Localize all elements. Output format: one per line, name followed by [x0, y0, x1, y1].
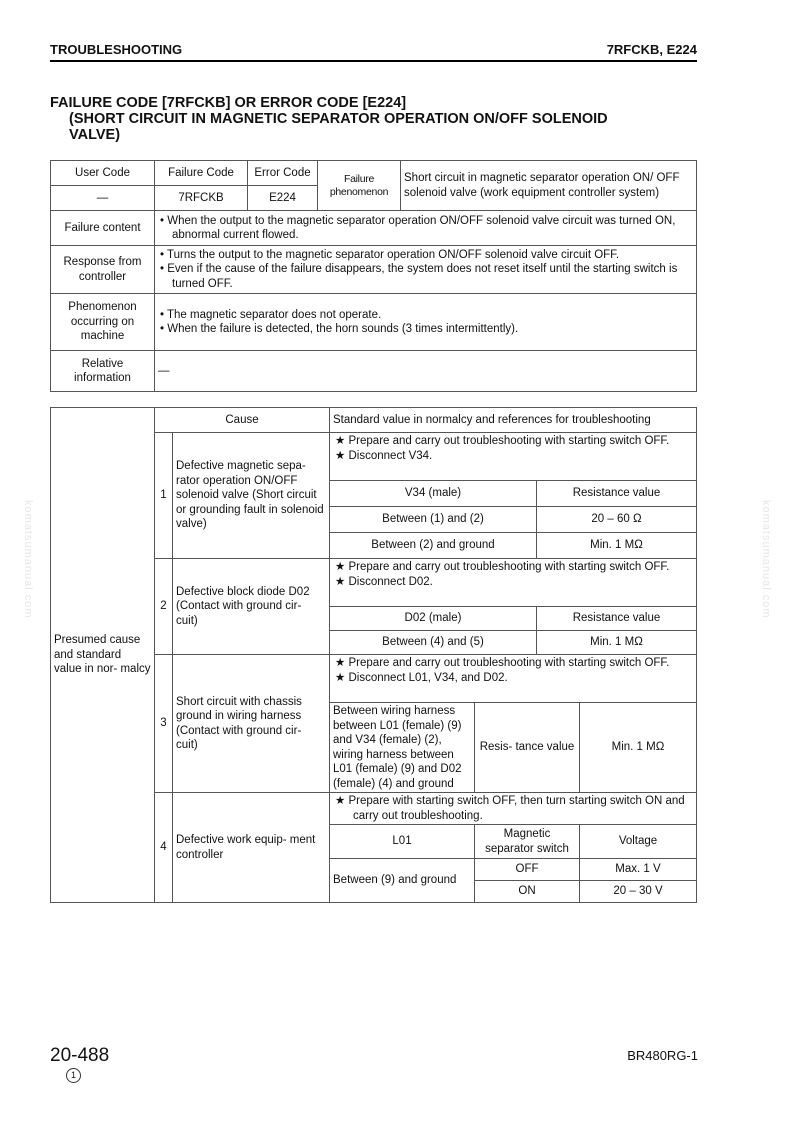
cause-3-text: Short circuit with chassis ground in wiring harness (Contact with ground cir- cuit)	[173, 655, 330, 793]
watermark-left: komatsumanual.com	[22, 500, 34, 619]
cause-1-text: Defective magnetic sepa- rator operation ON/OFF solenoid valve (Short circuit or grounding fault in solenoid valve)	[173, 433, 330, 559]
cause-1-row-1-a: Between (1) and (2)	[330, 507, 537, 533]
relative-info-label: Relative information	[51, 351, 155, 392]
cause-4-instructions: ★ Prepare with starting switch OFF, then turn starting switch ON and carry out troubleshooting.	[330, 793, 697, 825]
code-title: 7RFCKB, E224	[606, 42, 697, 57]
cause-header: Cause	[155, 408, 330, 433]
cause-2-head-2: Resistance value	[537, 607, 697, 631]
cause-1-row-1-b: 20 – 60 Ω	[537, 507, 697, 533]
response-label: Response from controller	[51, 246, 155, 294]
phenomenon-machine: • The magnetic separator does not operate. • When the failure is detected, the horn sounds (3 times intermittently).	[155, 294, 697, 351]
error-code-value: E224	[248, 186, 318, 211]
model-code: BR480RG-1	[627, 1048, 698, 1063]
cause-4-num: 4	[155, 793, 173, 903]
failure-phenomenon: Short circuit in magnetic separator operation ON/ OFF solenoid valve (work equipment controller system)	[401, 161, 697, 211]
cause-3-desc: Between wiring harness between L01 (female) (9) and V34 (female) (2), wiring harness between L01 (female) (9) and D02 (female) (4) and ground	[330, 703, 475, 793]
cause-2-text: Defective block diode D02 (Contact with ground cir- cuit)	[173, 559, 330, 655]
cause-table	[50, 407, 697, 903]
failure-content-label: Failure content	[51, 211, 155, 246]
cause-3-num: 3	[155, 655, 173, 793]
relative-info: —	[155, 351, 697, 392]
user-code-label: User Code	[51, 161, 155, 186]
title-line-3: VALVE)	[69, 127, 121, 143]
failure-code-value: 7RFCKB	[155, 186, 248, 211]
cause-1-head-2: Resistance value	[537, 481, 697, 507]
cause-3-val: Min. 1 MΩ	[580, 703, 697, 793]
page-number: 20-488	[50, 1045, 110, 1066]
standard-header: Standard value in normalcy and references for troubleshooting	[330, 408, 697, 433]
cause-1-head-1: V34 (male)	[330, 481, 537, 507]
cause-4-head-1: L01	[330, 825, 475, 859]
cause-4-off-val: Max. 1 V	[580, 859, 697, 881]
title-line-2: (SHORT CIRCUIT IN MAGNETIC SEPARATOR OPERATION ON/OFF SOLENOID	[69, 111, 608, 127]
failure-phenomenon-label: Failure phenomenon	[318, 161, 401, 211]
failure-code-label: Failure Code	[155, 161, 248, 186]
page-title	[50, 95, 710, 143]
cause-4-on-val: 20 – 30 V	[580, 881, 697, 903]
cause-1-num: 1	[155, 433, 173, 559]
phenomenon-machine-label: Phenomenon occurring on machine	[51, 294, 155, 351]
cause-4-head-2: Magnetic separator switch	[475, 825, 580, 859]
cause-3-mid: Resis- tance value	[475, 703, 580, 793]
section-title: TROUBLESHOOTING	[50, 42, 183, 57]
cause-2-num: 2	[155, 559, 173, 655]
cause-4-on: ON	[475, 881, 580, 903]
title-line-1: FAILURE CODE [7RFCKB] OR ERROR CODE [E224]	[50, 95, 407, 111]
presumed-cause-label: Presumed cause and standard value in nor- malcy	[51, 408, 155, 903]
cause-4-between: Between (9) and ground	[330, 859, 475, 903]
failure-info-table	[50, 160, 697, 392]
failure-content: • When the output to the magnetic separator operation ON/OFF solenoid valve circuit was turned ON, abnormal current flowed.	[155, 211, 697, 246]
watermark-right: komatsumanual.com	[760, 500, 772, 619]
cause-1-row-2-b: Min. 1 MΩ	[537, 533, 697, 559]
response-content: • Turns the output to the magnetic separator operation ON/OFF solenoid valve circuit OFF. • Even if the cause of the failure disappears, the system does not reset itself until the starting switch is turned OFF.	[155, 246, 697, 294]
user-code-value: —	[51, 186, 155, 211]
cause-2-row-1-a: Between (4) and (5)	[330, 631, 537, 655]
cause-2-instructions: ★ Prepare and carry out troubleshooting with starting switch OFF. ★ Disconnect D02.	[330, 559, 697, 607]
cause-4-text: Defective work equip- ment controller	[173, 793, 330, 903]
cause-1-row-2-a: Between (2) and ground	[330, 533, 537, 559]
revision-mark: 1	[66, 1068, 81, 1083]
cause-3-instructions: ★ Prepare and carry out troubleshooting with starting switch OFF. ★ Disconnect L01, V34, and D02.	[330, 655, 697, 703]
page-header	[50, 42, 697, 62]
error-code-label: Error Code	[248, 161, 318, 186]
cause-2-head-1: D02 (male)	[330, 607, 537, 631]
cause-2-row-1-b: Min. 1 MΩ	[537, 631, 697, 655]
cause-1-instructions: ★ Prepare and carry out troubleshooting with starting switch OFF. ★ Disconnect V34.	[330, 433, 697, 481]
cause-4-off: OFF	[475, 859, 580, 881]
cause-4-head-3: Voltage	[580, 825, 697, 859]
